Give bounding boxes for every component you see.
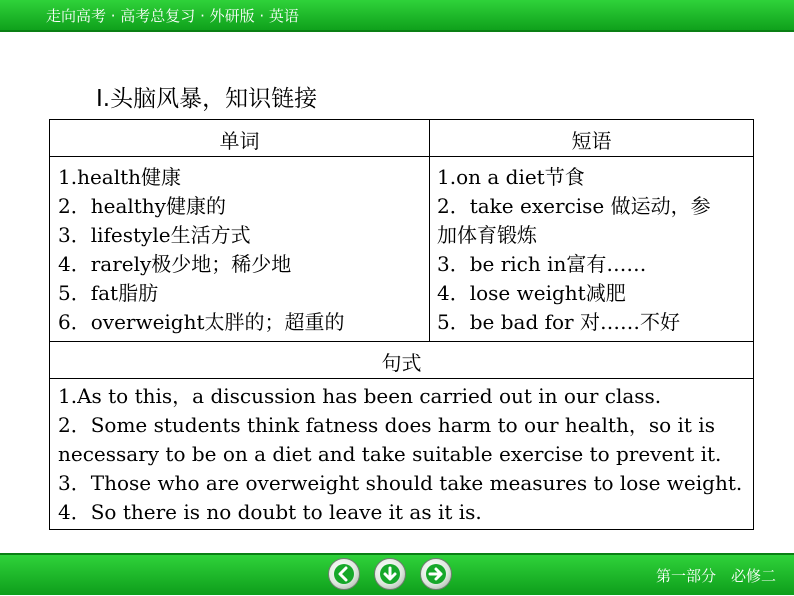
phrase-item: 2．take exercise 做运动，参 <box>437 194 711 218</box>
top-banner <box>0 0 794 32</box>
section-heading: Ⅰ.头脑风暴，知识链接 <box>96 86 318 112</box>
word-item: 2．healthy健康的 <box>58 194 226 218</box>
down-button[interactable] <box>374 558 406 590</box>
phrases-list <box>437 163 711 337</box>
arrow-right-icon <box>426 564 446 584</box>
sentence-item: 3．Those who are overweight should take measures to lose weight. <box>58 471 743 495</box>
arrow-left-icon <box>334 564 354 584</box>
next-button[interactable] <box>420 558 452 590</box>
sentence-item: necessary to be on a diet and take suitable exercise to prevent it. <box>58 442 722 466</box>
words-list <box>58 163 345 337</box>
phrase-item: 3．be rich in富有…… <box>437 252 647 276</box>
bottom-banner <box>0 553 794 595</box>
previous-button[interactable] <box>328 558 360 590</box>
word-item: 6．overweight太胖的；超重的 <box>58 310 345 334</box>
phrase-item: 1.on a diet节食 <box>437 165 585 189</box>
word-item: 1.health健康 <box>58 165 182 189</box>
word-item: 3．lifestyle生活方式 <box>58 223 251 247</box>
phrases-header: 短语 <box>571 129 612 153</box>
sentence-item: 2．Some students think fatness does harm to our health，so it is <box>58 413 715 437</box>
sentences-header: 句式 <box>381 351 422 375</box>
phrase-item: 4．lose weight减肥 <box>437 281 626 305</box>
sentences-list <box>58 382 742 527</box>
arrow-down-icon <box>380 564 400 584</box>
book-title: 走向高考 · 高考总复习 · 外研版 · 英语 <box>46 7 299 25</box>
phrase-item: 5．be bad for 对……不好 <box>437 310 680 334</box>
words-header: 单词 <box>219 129 260 153</box>
knowledge-table <box>49 119 754 530</box>
word-item: 5．fat脂肪 <box>58 281 159 305</box>
sentence-item: 1.As to this，a discussion has been carried out in our class. <box>58 384 662 408</box>
word-item: 4．rarely极少地；稀少地 <box>58 252 292 276</box>
sentence-item: 4．So there is no doubt to leave it as it is. <box>58 500 482 524</box>
phrase-item: 加体育锻炼 <box>437 223 537 247</box>
part-label: 第一部分 必修二 <box>655 567 776 585</box>
